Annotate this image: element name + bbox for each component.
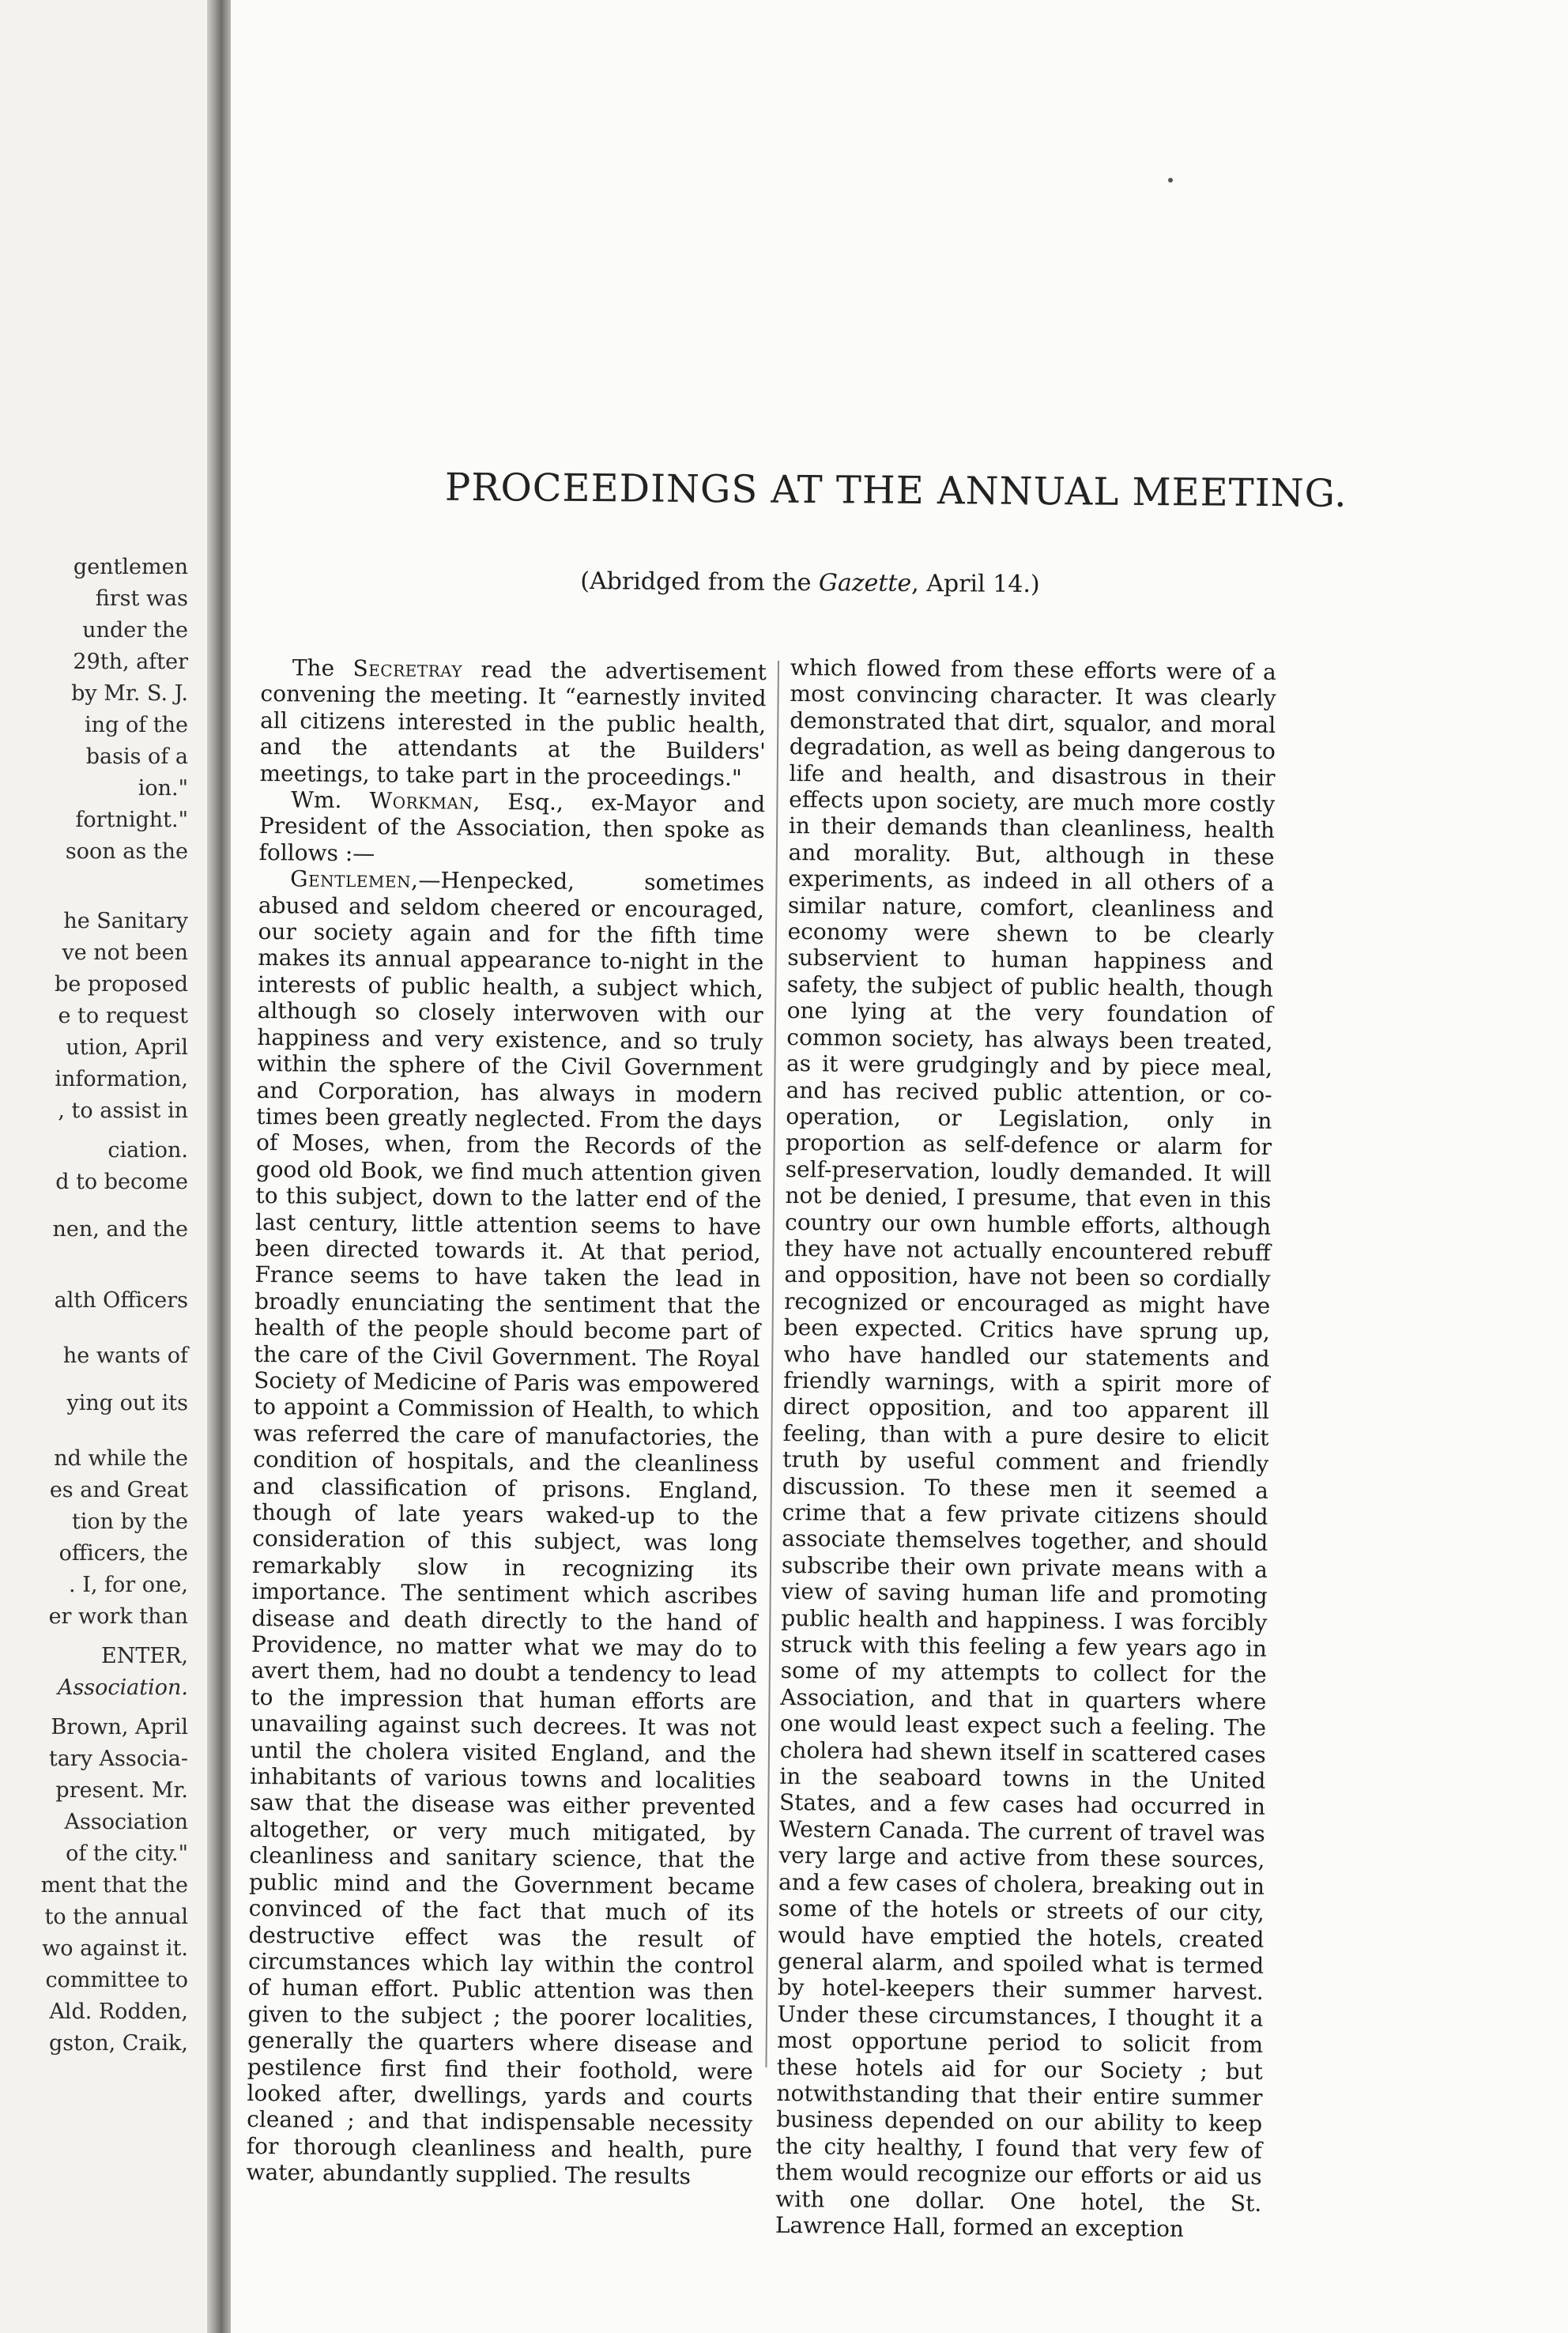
article-title: PROCEEDINGS AT THE ANNUAL MEETING. [444,465,1348,516]
fragment-line: under the [82,618,188,643]
fragment-line: he Sanitary [63,909,188,933]
fragment-line: e to request [58,1004,188,1028]
paragraph-secretary: The Secretray read the advertisement convening the meeting. It “earnestly invited all citizens interested in the public health, and the attendants at the Builders' meetings, to take part in the proceedings." [259,654,767,791]
fragment-line: information, [55,1067,188,1091]
fragment-line: ENTER, [101,1644,188,1668]
fragment-line: first was [95,586,188,611]
ink-speck [1168,178,1173,183]
fragment-line: d to become [55,1170,188,1194]
fragment-line: er work than [48,1604,188,1629]
fragment-line: ve not been [62,940,188,965]
previous-page-fragment [0,0,207,2333]
fragment-line: gston, Craik, [48,2031,188,2056]
fragment-line: ution, April [66,1035,188,1060]
fragment-line: Association [64,1810,188,1834]
fragment-line: nen, and the [52,1217,188,1242]
president-name: Workman [369,787,473,815]
fragment-line: ion." [138,776,188,801]
source-name: Gazette [818,569,912,597]
fragment-line: soon as the [65,839,188,864]
fragment-line: officers, the [58,1541,188,1566]
fragment-line: fortnight." [75,808,188,832]
secretary-name: Secretray [352,655,463,683]
fragment-line: Brown, April [51,1715,188,1739]
text-column-right [775,654,1276,2243]
fragment-line: wo against it. [42,1936,188,1961]
book-gutter [207,0,231,2333]
fragment-line: ying out its [66,1391,188,1415]
fragment-line: , to assist in [58,1099,188,1123]
fragment-line: he wants of [62,1344,188,1368]
fragment-line: Association. [57,1675,188,1700]
fragment-line: present. Mr. [55,1778,188,1803]
fragment-line: 29th, after [73,650,188,674]
paragraph-president: Wm. Workman, Esq., ex-Mayor and President of the Association, then spoke as follows :— [258,786,766,867]
paragraph-speech-continued: which flowed from these efforts were of a most convincing character. It was clearly demonstrated that dirt, squalor, and moral degradation, as well as being dangerous to life and health, and disastrous in their effects upon society, are much more costly in their demands than cleanliness, health and morality. But, although in these experiments, as indeed in all others of a similar nature, comfort, cleanliness and economy were shewn to be clearly subservient to human happiness and safety, the subject of public health, though one lying at the very foundation of common society, has always been treated, as it were grudgingly and by piece meal, and has recived public attention, or co-operation, or Legislation, only in proportion as self-defence or alarm for self-preservation, loudly demanded. It will not be denied, I presume, that even in this country our own humble efforts, although they have not actually encountered rebuff and opposition, have not been so cordially recognized or encouraged as might have been expected. Critics have sprung up, who have handled our statements and friendly warnings, with a spirit more of direct opposition, and too apparent ill feeling, than with a pure desire to elicit truth by useful comment and friendly discussion. To these men it seemed a crime that a few private citizens should associate themselves together, and should subscribe their own private means with a view of saving human life and promoting public health and happiness. I was forcibly struck with this feeling a few years ago in some of my attempts to collect for the Association, and that in quarters where one would least expect such a feeling. The cholera had shewn itself in scattered cases in the seaboard towns in the United States, and a few cases had occurred in Western Canada. The current of travel was very large and active from these sources, and a few cases of cholera, breaking out in some of the hotels or streets of our city, would have emptied the hotels, created general alarm, and spoiled what is termed by hotel-keepers their summer harvest. Under these circumstances, I thought it a most opportune period to solicit from these hotels aid for our Society ; but notwithstanding that their entire summer business depended on our ability to keep the city healthy, I found that very few of them would recognize our efforts or aid us with one dollar. One hotel, the St. Lawrence Hall, formed an exception [775,654,1276,2242]
fragment-line: gentlemen [73,555,188,579]
fragment-line: nd while the [54,1446,188,1471]
fragment-line: ciation. [107,1138,188,1163]
fragment-line: tion by the [71,1509,188,1534]
fragment-line: committee to [45,1968,188,1992]
paragraph-speech: Gentlemen,—Henpecked, sometimes abused and seldom cheered or encouraged, our society again and for the fifth time makes its annual appearance to-night in the interests of public health, a subject which, although so closely interwoven with our happiness and very existence, and so truly within the sphere of the Civil Government and Corporation, has always in modern times been greatly neglected. From the days of Moses, when, from the Records of the good old Book, we find much attention given to this subject, down to the latter end of the last century, little attention seems to have been directed towards it. At that period, France seems to have taken the lead in broadly enunciating the sentiment that the health of the people should become part of the care of the Civil Government. The Royal Society of Medicine of Paris was empowered to appoint a Commission of Health, to which was referred the care of manufactories, the condition of hospitals, and the cleanliness and classification of prisons. England, though of late years waked-up to the consideration of this subject, was long remarkably slow in recognizing its importance. The sentiment which ascribes disease and death directly to the hand of Providence, no matter what we may do to avert them, had no doubt a tendency to lead to the impression that human efforts are unavailing against such decrees. It was not until the cholera visited England, and the inhabitants of various towns and localities saw that the disease was either prevented altogether, or very much mitigated, by cleanliness and sanitary science, that the public mind and the Government became convinced of the fact that much of its destructive effect was the result of circumstances which lay within the control of human effort. Public attention was then given to the subject ; the poorer localities, generally the quarters where disease and pestilence first find their foothold, were looked after, dwellings, yards and courts cleaned ; and that indispensable necessity for thorough cleanliness and health, pure water, abundantly supplied. The results [246,865,765,2190]
fragment-line: ment that the [40,1873,188,1898]
fragment-line: . I, for one, [69,1573,188,1597]
fragment-line: by Mr. S. J. [71,681,188,706]
fragment-line: be proposed [55,972,188,997]
fragment-line: to the annual [44,1905,188,1929]
fragment-line: basis of a [85,744,188,769]
fragment-line: ing of the [85,713,188,737]
fragment-line: alth Officers [54,1288,188,1313]
salutation: Gentlemen, [290,865,419,894]
fragment-line: of the city." [66,1841,188,1866]
fragment-line: tary Associa- [48,1747,188,1771]
article-subtitle: (Abridged from the Gazette, April 14.) [580,567,1040,599]
text-column-left [246,654,767,2191]
fragment-line: es and Great [49,1478,188,1502]
fragment-line: Ald. Rodden, [49,1999,188,2024]
